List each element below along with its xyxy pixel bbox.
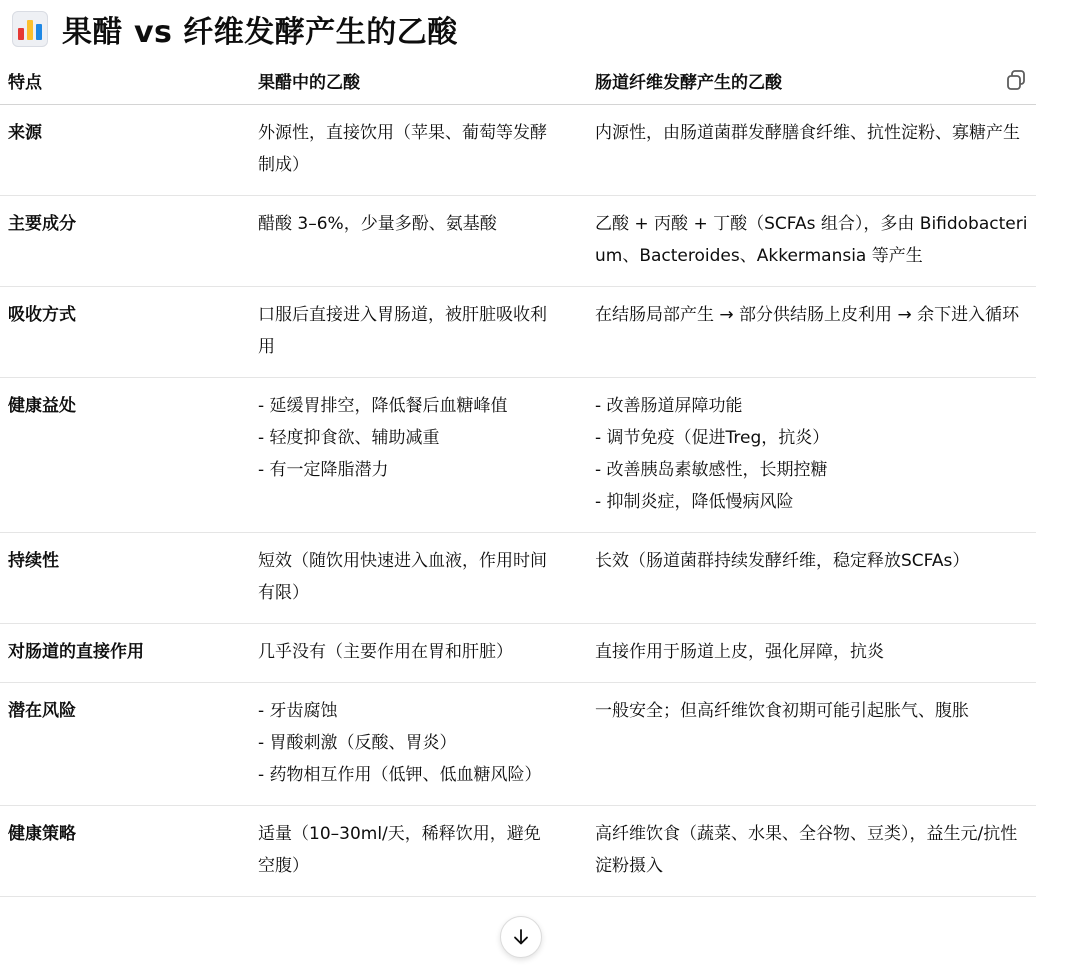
table-header-row [0, 56, 1036, 105]
row-feature-cell: 健康益处 [8, 396, 76, 416]
table-row [0, 683, 1036, 806]
row-vinegar-cell: 适量（10–30ml/天，稀释饮用，避免空腹） [258, 824, 541, 876]
row-vinegar-cell: 外源性，直接饮用（苹果、葡萄等发酵制成） [258, 123, 547, 175]
column-header-fiber: 肠道纤维发酵产生的乙酸 [595, 72, 782, 93]
row-feature-cell: 潜在风险 [8, 701, 76, 721]
row-vinegar-cell: 几乎没有（主要作用在胃和肝脏） [258, 642, 513, 662]
table-row [0, 624, 1036, 683]
row-vinegar-cell: 短效（随饮用快速进入血液，作用时间有限） [258, 551, 547, 603]
row-vinegar-cell: - 延缓胃排空，降低餐后血糖峰值 - 轻度抑食欲、辅助减重 - 有一定降脂潜力 [258, 396, 508, 480]
row-vinegar-cell: 醋酸 3–6%，少量多酚、氨基酸 [258, 214, 497, 234]
section-title: 果醋 vs 纤维发酵产生的乙酸 [62, 15, 458, 50]
copy-icon[interactable] [1004, 68, 1028, 92]
scroll-to-bottom-button[interactable] [500, 916, 542, 958]
row-feature-cell: 对肠道的直接作用 [8, 642, 144, 662]
section-heading [12, 8, 458, 50]
column-header-vinegar: 果醋中的乙酸 [258, 72, 360, 93]
table-row [0, 105, 1036, 196]
row-feature-cell: 吸收方式 [8, 305, 76, 325]
table-row [0, 378, 1036, 533]
row-vinegar-cell: - 牙齿腐蚀 - 胃酸刺激（反酸、胃炎） - 药物相互作用（低钾、低血糖风险） [258, 701, 542, 785]
row-fiber-cell: 在结肠局部产生 → 部分供结肠上皮利用 → 余下进入循环 [595, 305, 1020, 325]
row-fiber-cell: 高纤维饮食（蔬菜、水果、全谷物、豆类），益生元/抗性淀粉摄入 [595, 824, 1018, 876]
row-feature-cell: 健康策略 [8, 824, 76, 844]
row-feature-cell: 来源 [8, 123, 42, 143]
bar-chart-emoji-icon [12, 11, 48, 47]
table-row [0, 806, 1036, 897]
column-header-feature: 特点 [8, 72, 42, 93]
table-row [0, 533, 1036, 624]
row-fiber-cell: - 改善肠道屏障功能 - 调节免疫（促进Treg，抗炎） - 改善胰岛素敏感性，长期控糖 - 抑制炎症，降低慢病风险 [595, 396, 830, 512]
row-fiber-cell: 内源性，由肠道菌群发酵膳食纤维、抗性淀粉、寡糖产生 [595, 123, 1020, 143]
row-fiber-cell: 直接作用于肠道上皮，强化屏障，抗炎 [595, 642, 884, 662]
table-body [0, 105, 1036, 897]
row-fiber-cell: 一般安全；但高纤维饮食初期可能引起胀气、腹胀 [595, 701, 969, 721]
row-fiber-cell: 长效（肠道菌群持续发酵纤维，稳定释放SCFAs） [595, 551, 970, 571]
comparison-table [0, 56, 1036, 897]
row-feature-cell: 持续性 [8, 551, 59, 571]
arrow-down-icon [511, 927, 531, 947]
row-feature-cell: 主要成分 [8, 214, 76, 234]
table-row [0, 196, 1036, 287]
table-row [0, 287, 1036, 378]
row-vinegar-cell: 口服后直接进入胃肠道，被肝脏吸收利用 [258, 305, 547, 357]
row-fiber-cell: 乙酸 + 丙酸 + 丁酸（SCFAs 组合），多由 Bifidobacterium、Bacteroides、Akkermansia 等产生 [595, 214, 1028, 266]
